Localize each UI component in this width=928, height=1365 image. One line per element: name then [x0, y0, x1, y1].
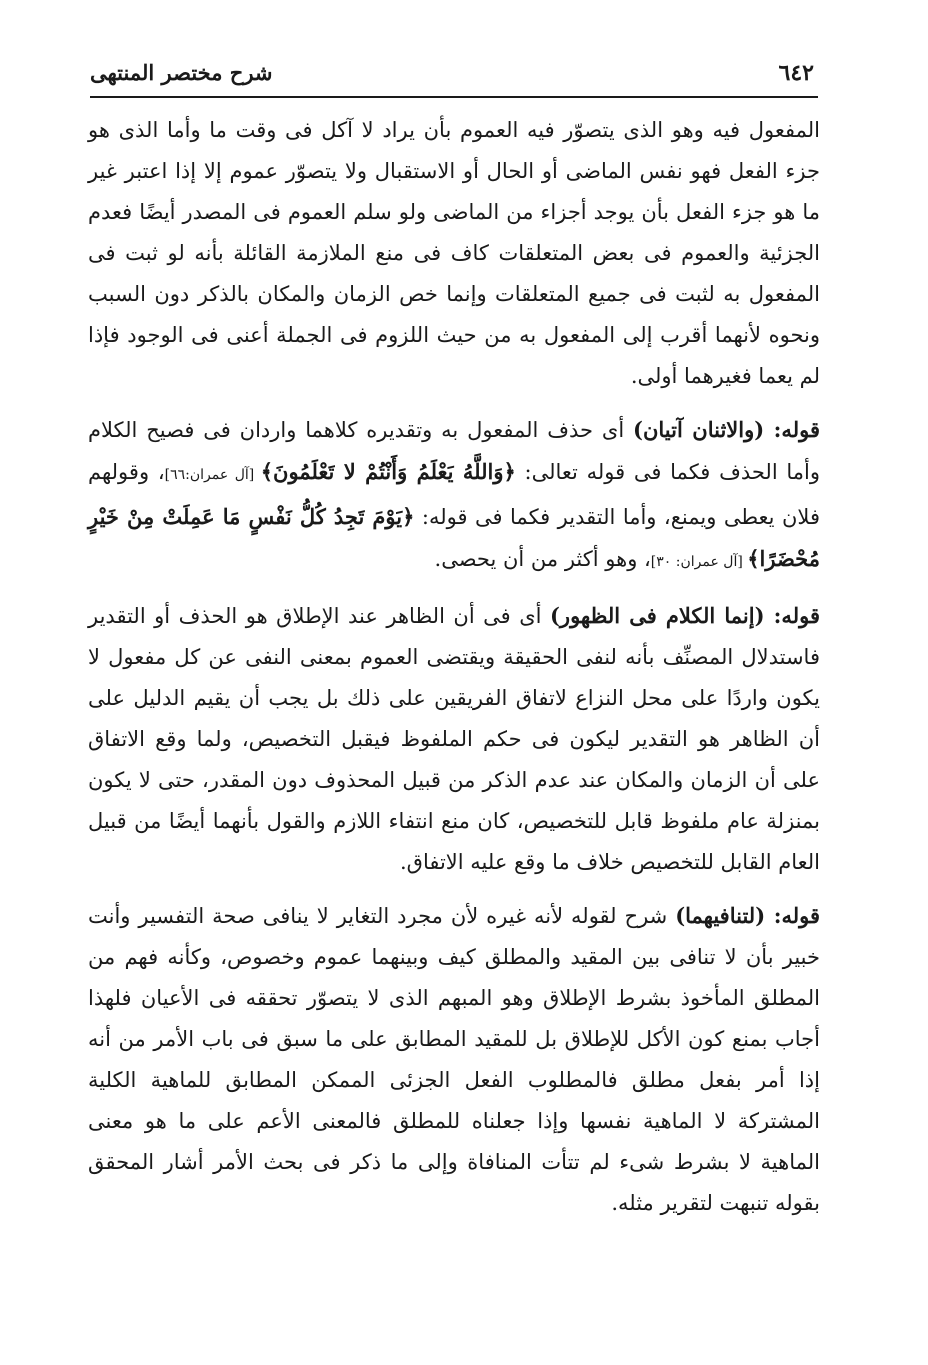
verse-reference: [آل عمران: ٣٠] [650, 554, 748, 570]
verse-reference: [آل عمران:٦٦] [164, 467, 261, 483]
main-text [88, 110, 820, 1236]
text-run: شرح لقوله لأنه غيره لأن مجرد التغاير لا ينافى صحة التفسير وأنت خبير بأن لا تنافى بين المقيد والمطلق كيف وبينهما عموم وخصوص، وكأنه فهم من المطلق المأخوذ بشرط الإطلاق وهو المبهم الذى لا يتصوّر تحققه فى الأعيان فلهذا أجاب بمنع كون الأكل للإطلاق بل للمقيد المطابق على ما سبق فى باب الأمر من أنه إذا أمر بفعل مطلق فالمطلوب الفعل الجزئى الممكن المطابق للماهية الكلية المشتركة لا الماهية نفسها وإذا جعلناه للمطلق فالمعنى الأعم على ما هو معنى الماهية لا بشرط شىء لم تتأت المنافاة وإلى ما ذكر فى بحث الأمر أشار المحقق بقوله تنبهت لتقرير مثله. [88, 904, 820, 1215]
page-header [90, 58, 818, 98]
page-number: ٦٤٢ [778, 60, 814, 86]
commentary-lemma: قوله: (إنما الكلام فى الظهور) [550, 603, 820, 628]
paragraph [88, 110, 820, 397]
text-run: أى حذف المفعول به وتقديره كلاهما واردان فى فصيح الكلام وأما الحذف فكما فى قوله تعالى: [88, 418, 821, 484]
text-run: ، وهو أكثر من أن يحصى. [434, 547, 651, 571]
quran-verse: ﴿وَاللَّهُ يَعْلَمُ وَأَنْتُمْ لا تَعْلَمُونَ﴾ [260, 459, 516, 484]
text-run: المفعول فيه وهو الذى يتصوّر فيه العموم بأن يراد لا آكل فى وقت ما وأما الذى هو جزء الفعل فهو نفس الماضى أو الحال أو الاستقبال ولا يتصوّر عموم إلا إذا اعتبر غير ما هو جزء الفعل بأن يوجد أجزاء من الماضى ولو سلم العموم فى المصدر أيضًا فعدم الجزئية والعموم فى بعض المتعلقات كاف فى منع الملازمة القائلة بأنه لو ثبت فى المفعول به لثبت فى جميع المتعلقات وإنما خص الزمان والمكان بالذكر دون السبب ونحوه لأنهما أقرب إلى المفعول به من حيث اللزوم فى الجملة أعنى فى الوجود فإذا لم يعما فغيرهما أولى. [88, 118, 820, 388]
header-rule [90, 96, 818, 98]
paragraph [88, 409, 820, 583]
text-run: ، وقولهم فلان يعطى ويمنع، وأما التقدير فكما فى قوله: [88, 460, 820, 529]
paragraph [88, 595, 820, 883]
paragraph [88, 895, 820, 1224]
text-run: أى فى أن الظاهر عند الإطلاق هو الحذف أو التقدير فاستدلال المصنِّف بأنه لنفى الحقيقة ويقتضى العموم بمعنى النفى عن كل مفعول لا يكون واردًا على محل النزاع لاتفاق الفريقين على ذلك بل يجب أن يقيم الدليل على أن الظاهر هو التقدير ليكون فى حكم الملفوظ فيقبل التخصيص، ولما وقع الاتفاق على أن الزمان والمكان عند عدم الذكر من قبيل المحذوف دون المقدر، حتى لا يكون بمنزلة عام ملفوظ قابل للتخصيص، كان منع انتفاء اللازم والقول بأنهما أيضًا من قبيل العام القابل للتخصيص خلاف ما وقع عليه الاتفاق. [88, 604, 820, 874]
quran-verse: ﴿يَوْمَ تَجِدُ كُلُّ نَفْسٍ مَا عَمِلَتْ مِنْ خَيْرٍ مُحْضَرًا﴾ [88, 504, 820, 571]
commentary-lemma: قوله: (والاثنان آتيان) [633, 417, 820, 442]
running-title: شرح مختصر المنتهى [90, 60, 273, 85]
commentary-lemma: قوله: (لتنافيهما) [675, 903, 820, 928]
